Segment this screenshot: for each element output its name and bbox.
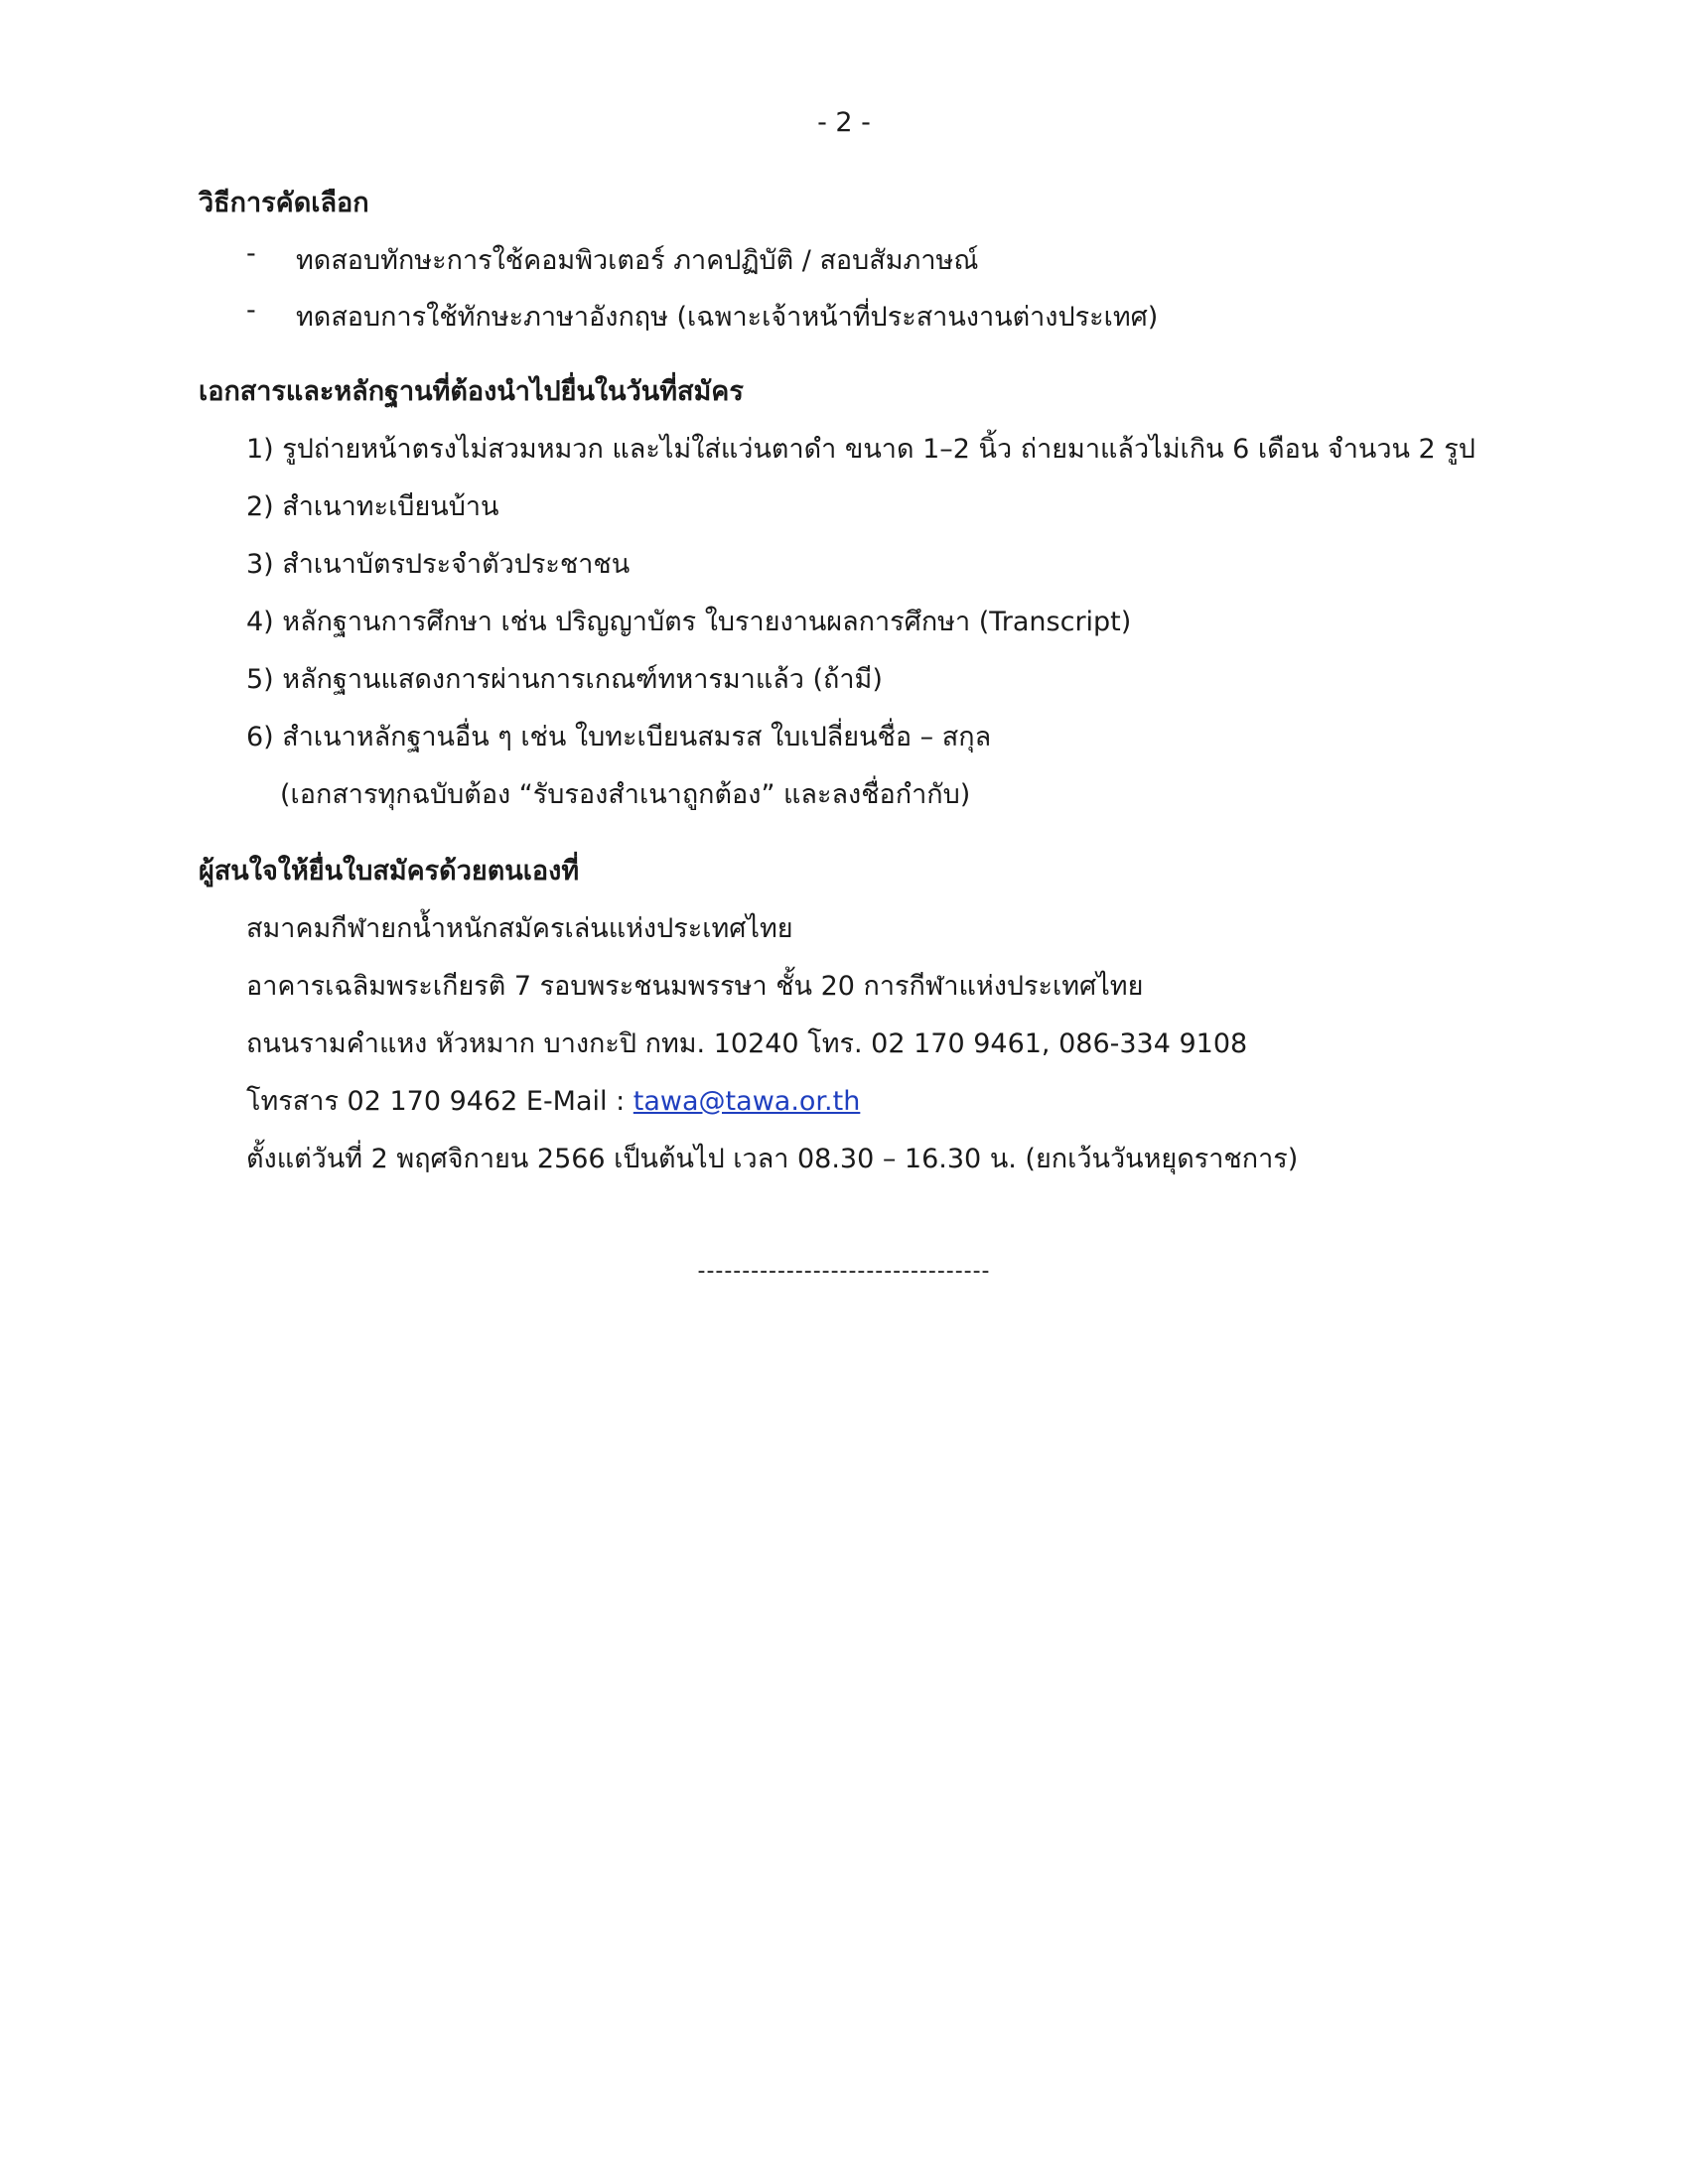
- apply-date: ตั้งแต่วันที่ 2 พฤศจิกายน 2566 เป็นต้นไป เวลา 08.30 – 16.30 น. (ยกเว้นวันหยุดราชการ): [246, 1144, 1299, 1174]
- selection-heading: วิธีการคัดเลือก: [199, 188, 369, 218]
- apply-org: สมาคมกีฬายกน้ำหนักสมัครเล่นแห่งประเทศไทย: [246, 913, 793, 944]
- email-link[interactable]: tawa@tawa.or.th: [633, 1086, 861, 1117]
- apply-contact: [246, 1079, 860, 1122]
- selection-item: ทดสอบการใช้ทักษะภาษาอังกฤษ (เฉพาะเจ้าหน้าที่ประสานงานต่างประเทศ): [296, 302, 1159, 333]
- bullet-dash: -: [246, 238, 256, 269]
- apply-address: ถนนรามคำแหง หัวหมาก บางกะปิ กทม. 10240 โทร. 02 170 9461, 086-334 9108: [246, 1028, 1248, 1059]
- document-item: 6) สำเนาหลักฐานอื่น ๆ เช่น ใบทะเบียนสมรส ใบเปลี่ยนชื่อ – สกุล: [246, 722, 992, 752]
- end-rule: ---------------------------------: [697, 1259, 991, 1284]
- page-number: - 2 -: [817, 107, 871, 138]
- apply-heading: ผู้สนใจให้ยื่นใบสมัครด้วยตนเองที่: [199, 856, 580, 887]
- document-item: 4) หลักฐานการศึกษา เช่น ปริญญาบัตร ใบรายงานผลการศึกษา (Transcript): [246, 607, 1132, 637]
- fax-text: โทรสาร 02 170 9462 E-Mail :: [246, 1086, 633, 1117]
- documents-note: (เอกสารทุกฉบับต้อง “รับรองสำเนาถูกต้อง” และลงชื่อกำกับ): [280, 779, 971, 810]
- document-item: 3) สำเนาบัตรประจำตัวประชาชน: [246, 549, 631, 580]
- document-item: 1) รูปถ่ายหน้าตรงไม่สวมหมวก และไม่ใส่แว่นตาดำ ขนาด 1–2 นิ้ว ถ่ายมาแล้วไม่เกิน 6 เดือน จำนวน 2 รูป: [246, 434, 1476, 465]
- documents-heading: เอกสารและหลักฐานที่ต้องนำไปยื่นในวันที่สมัคร: [199, 376, 744, 407]
- document-item: 2) สำเนาทะเบียนบ้าน: [246, 491, 499, 522]
- document-item: 5) หลักฐานแสดงการผ่านการเกณฑ์ทหารมาแล้ว (ถ้ามี): [246, 664, 883, 695]
- apply-building: อาคารเฉลิมพระเกียรติ 7 รอบพระชนมพรรษา ชั้น 20 การกีฬาแห่งประเทศไทย: [246, 971, 1144, 1002]
- selection-item: ทดสอบทักษะการใช้คอมพิวเตอร์ ภาคปฏิบัติ / สอบสัมภาษณ์: [296, 245, 979, 276]
- bullet-dash: -: [246, 295, 256, 326]
